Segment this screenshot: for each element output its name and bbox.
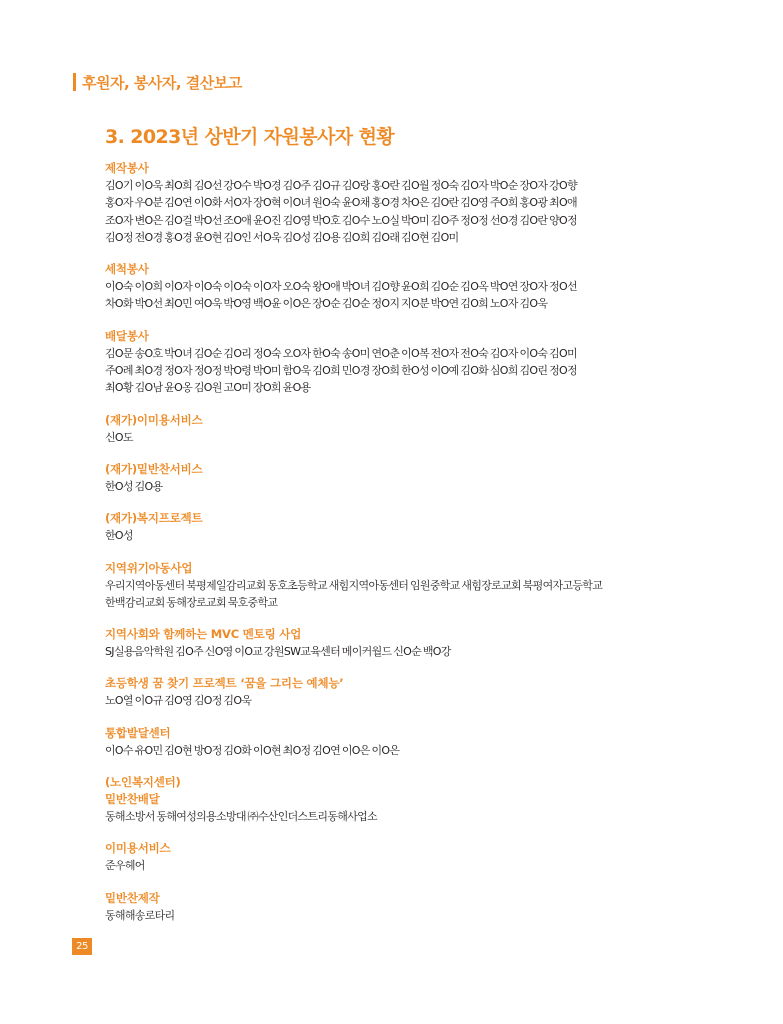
section-title: 3. 2023년 상반기 자원봉사자 현황 bbox=[105, 126, 395, 148]
group-names-line: 차O화 박O선 최O민 여O욱 박O영 백O윤 이O은 장O순 김O순 정O지 지O분 박O연 김O희 노O자 김O욱 bbox=[105, 297, 548, 311]
group-names-line: 이O숙 이O희 이O자 이O숙 이O숙 이O자 오O숙 왕O애 박O녀 김O향 윤O희 김O순 김O옥 박O연 장O자 정O선 bbox=[105, 280, 577, 294]
group-names-line: 우리지역아동센터 북평제일감리교회 동호초등학교 새힘지역아동센터 임원중학교 새힘장로교회 북평여자고등학교 bbox=[105, 578, 603, 592]
group-title: 세척봉사 bbox=[105, 262, 149, 277]
group-names-line: 동해해송로타리 bbox=[105, 908, 175, 922]
group-title: 지역위기아동사업 bbox=[105, 560, 193, 575]
group-title: (재가)밑반찬서비스 bbox=[105, 461, 203, 476]
group-senior-side-dish-delivery bbox=[105, 774, 705, 825]
group-title: (재가)이미용서비스 bbox=[105, 412, 203, 427]
group-integrated-development-center bbox=[105, 725, 705, 759]
group-names-line: 이O수 유O민 김O현 방O정 김O화 이O현 최O정 김O연 이O은 이O은 bbox=[105, 743, 400, 757]
group-mvc-mentoring bbox=[105, 626, 705, 660]
group-home-side-dish-service bbox=[105, 461, 705, 495]
group-home-haircut-service bbox=[105, 412, 705, 446]
group-title: 초등학생 꿈 찾기 프로젝트 ‘꿈을 그리는 예체능’ bbox=[105, 676, 344, 691]
group-title: 통합발달센터 bbox=[105, 725, 171, 740]
group-subtitle: 밑반찬배달 bbox=[105, 792, 160, 807]
group-children-at-risk-project bbox=[105, 560, 705, 612]
page-number: 25 bbox=[72, 938, 92, 955]
header-title: 후원자, 봉사자, 결산보고 bbox=[82, 73, 242, 92]
group-names-line: SJ실용음악학원 김O주 신O영 이O교 강원SW교육센터 메이커월드 신O순 백O강 bbox=[105, 645, 451, 659]
group-title: (재가)복지프로젝트 bbox=[105, 511, 203, 526]
group-names-line: 최O황 김O남 윤O옹 김O원 고O미 장O희 윤O용 bbox=[105, 381, 311, 395]
group-names-line: 조O자 변O은 김O걸 박O선 조O애 윤O진 김O영 박O호 김O수 노O실 박O미 김O주 정O정 선O경 김O란 양O정 bbox=[105, 213, 577, 227]
group-names-line: 한백감리교회 동해장로교회 묵호중학교 bbox=[105, 595, 278, 609]
group-title: 지역사회와 함께하는 MVC 멘토링 사업 bbox=[105, 627, 302, 642]
group-dream-project bbox=[105, 675, 705, 709]
page-header bbox=[73, 72, 242, 92]
group-haircut-service bbox=[105, 840, 705, 874]
header-accent-bar bbox=[73, 73, 76, 91]
group-production-volunteer bbox=[105, 160, 705, 246]
group-names-line: 한O성 김O용 bbox=[105, 479, 163, 493]
group-names-line: 준우헤어 bbox=[105, 859, 145, 873]
group-names-line: 신O도 bbox=[105, 430, 133, 444]
group-home-welfare-project bbox=[105, 510, 705, 544]
group-names-line: 주O례 최O경 정O자 정O정 박O령 박O미 함O욱 김O희 민O경 장O희 한O성 이O예 김O화 심O희 김O린 정O정 bbox=[105, 364, 577, 378]
group-names-line: 김O기 이O욱 최O희 김O선 강O수 박O경 김O주 김O규 김O랑 홍O란 김O월 정O숙 김O자 박O순 장O자 강O향 bbox=[105, 179, 577, 192]
group-title: 밑반찬제작 bbox=[105, 890, 160, 905]
group-names-line: 홍O자 우O분 김O연 이O화 서O자 장O혁 이O녀 원O숙 윤O채 홍O경 차O은 김O란 김O영 주O희 홍O광 최O애 bbox=[105, 196, 577, 210]
group-title: 배달봉사 bbox=[105, 328, 149, 343]
group-names-line: 김O문 송O호 박O녀 김O순 김O리 정O숙 오O자 한O숙 송O미 연O춘 이O복 전O자 전O숙 김O자 이O숙 김O미 bbox=[105, 346, 577, 360]
group-washing-volunteer bbox=[105, 261, 705, 313]
group-names-line: 노O열 이O규 김O영 김O정 김O욱 bbox=[105, 694, 252, 708]
group-names-line: 한O성 bbox=[105, 529, 133, 543]
group-names-line: 김O정 전O경 홍O경 윤O현 김O인 서O욱 김O성 김O용 김O희 김O래 김O현 김O미 bbox=[105, 230, 459, 244]
group-delivery-volunteer bbox=[105, 328, 705, 397]
group-names-line: 동해소방서 동해여성의용소방대 ㈜수산인더스트리동해사업소 bbox=[105, 810, 377, 824]
group-title: (노인복지센터) bbox=[105, 775, 181, 790]
group-title: 제작봉사 bbox=[105, 161, 149, 175]
group-side-dish-production bbox=[105, 890, 705, 924]
volunteer-list bbox=[105, 160, 705, 939]
group-title: 이미용서비스 bbox=[105, 841, 171, 856]
